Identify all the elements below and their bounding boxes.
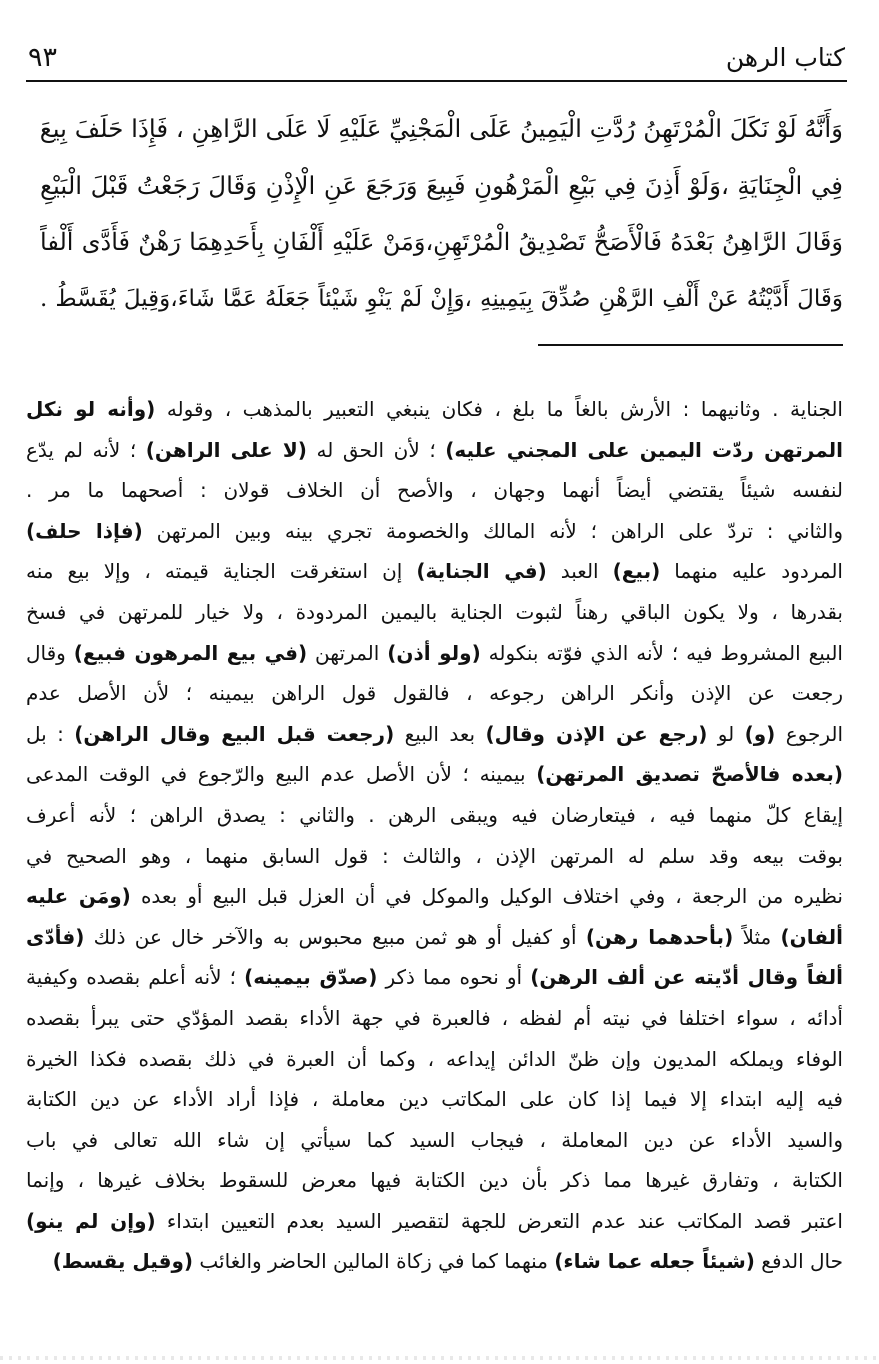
commentary-segment: بعد البيع: [394, 721, 486, 746]
commentary-segment: المردود عليه منهما: [660, 559, 843, 584]
commentary-segment: بوقت بيعه وقد سلم له المرتهن الإذن ، والثالث : قول السابق منهما ، وهو الصحيح في: [26, 843, 843, 868]
commentary-line: [26, 1079, 843, 1120]
commentary-line: [26, 754, 843, 795]
commentary-segment: رجعت عن الإذن وأنكر الراهن رجوعه ، فالقول قول الراهن بيمينه ؛ لأن الأصل عدم: [26, 681, 843, 706]
quoted-matn-segment: (لا على الراهن): [145, 437, 307, 462]
main-text-line: وَقَالَ أَدَّيْتُهُ عَنْ أَلْفِ الرَّهْنِ صُدِّقَ بِيَمِينِهِ ،وَإِنْ لَمْ يَنْوِ شَيْئاً جَعَلَهُ عَمَّا شَاءَ،وَقِيلَ يُقَسَّطُ .: [40, 286, 843, 312]
quoted-matn-segment: (بأحدهما رهن): [585, 924, 734, 949]
commentary-segment: لو: [707, 721, 745, 746]
commentary-segment: الرجوع: [775, 721, 843, 746]
quoted-matn-segment: (وأنه لو نكل: [26, 397, 156, 421]
commentary-line: [26, 876, 843, 917]
commentary-line: [26, 1160, 843, 1201]
commentary-segment: العبد: [546, 559, 613, 584]
quoted-matn-segment: (فأدّى: [26, 924, 85, 949]
commentary-segment: فيه إليه ابتداء إلا فيما إذا كان على المكاتب دين معاملة ، فإذا أراد الأداء عن دين الكتابة: [26, 1087, 843, 1112]
page-number: ٩٣: [28, 42, 58, 73]
quoted-matn-segment: (فإذا حلف): [26, 518, 143, 543]
quoted-matn-segment: ألفاً وقال أدّيته عن ألف الرهن): [530, 965, 843, 990]
main-text-line: فِي الْجِنَايَةِ ،وَلَوْ أَذِنَ فِي بَيْعِ الْمَرْهُونِ فَبِيعَ وَرَجَعَ عَنِ الْإِذْنِ وَقَالَ رَجَعْتُ قَبْلَ الْبَيْعِ: [40, 171, 843, 200]
quoted-matn-segment: (وقيل يقسط): [52, 1249, 194, 1274]
commentary-segment: أو كفيل أو هو ثمن مبيع محبوس به والآخر خال عن ذلك: [84, 924, 586, 949]
commentary-line: [26, 470, 843, 511]
text-separator-rule: [538, 344, 843, 346]
commentary-segment: الجناية . وثانيهما : الأرش بالغاً ما بلغ ، فكان ينبغي التعبير بالمذهب ، وقوله: [155, 397, 843, 421]
main-text: [40, 100, 843, 328]
commentary-line: [26, 957, 843, 998]
commentary-segment: اعتبر قصد المكاتب عند عدم التعرض للجهة لتقصير السيد بعدم التعيين ابتداء: [155, 1208, 843, 1233]
commentary-line: [26, 511, 843, 552]
quoted-matn-segment: (بعده فالأصحّ تصديق المرتهن): [536, 762, 843, 787]
commentary-line: [26, 1120, 843, 1161]
commentary-segment: بقدرها ، ولا يكون الباقي رهناً لثبوت الجناية باليمين المردودة ، ولا خيار للمرتهن في فسخ: [26, 599, 843, 624]
commentary-line: [26, 551, 843, 592]
commentary-line: [26, 795, 843, 836]
commentary-segment: لنفسه شيئاً يقتضي أيضاً أنهما وجهان ، والأصح أن الخلاف قولان : أصحهما ما مر .: [26, 478, 843, 503]
commentary-segment: أدائه ، سواء اختلفا في نيته أم لفظه ، فالعبرة في جهة الأداء بقصد المؤدّي حتى يبرأ بقصده: [26, 1005, 843, 1030]
quoted-matn-segment: (ومَن عليه: [26, 884, 131, 909]
commentary-segment: والسيد الأداء عن دين المعاملة ، فيجاب السيد كما سيأتي إن شاء الله تعالى في باب: [26, 1127, 843, 1152]
commentary-segment: ؛ لأنه أعلم بقصده وكيفية: [26, 965, 245, 990]
commentary-line: [26, 430, 843, 471]
commentary-segment: نظيره من الرجعة ، وفي اختلاف الوكيل والموكل في أن العزل قبل البيع أو بعده: [130, 884, 843, 909]
quoted-matn-segment: (في بيع المرهون فبيع): [73, 640, 308, 665]
commentary-line: [26, 1039, 843, 1080]
commentary-segment: إن استغرقت الجناية قيمته ، وإلا بيع منه: [26, 559, 417, 584]
commentary-line: [26, 1241, 843, 1282]
main-text-line: وَقَالَ الرَّاهِنُ بَعْدَهُ فَالْأَصَحُّ تَصْدِيقُ الْمُرْتَهِنِ،وَمَنْ عَلَيْهِ أَلْفَانِ بِأَحَدِهِمَا رَهْنٌ فَأَدَّى أَلْفاً: [40, 228, 843, 256]
commentary-line: [26, 836, 843, 877]
commentary-line: [26, 389, 843, 430]
header-rule: [26, 80, 847, 82]
commentary-line: [26, 1201, 843, 1242]
commentary-segment: منهما كما في زكاة المالين الحاضر والغائب: [193, 1249, 555, 1274]
quoted-matn-segment: (ولو أذن): [387, 640, 481, 665]
commentary-line: [26, 592, 843, 633]
quoted-matn-segment: (في الجناية): [416, 559, 547, 584]
quoted-matn-segment: (شيئاً جعله عما شاء): [554, 1249, 755, 1274]
quoted-matn-segment: (رجعت قبل البيع وقال الراهن): [74, 721, 395, 746]
commentary-segment: مثلاً: [733, 924, 781, 949]
scan-edge: [0, 1356, 879, 1360]
commentary-segment: ؛ لأنه لم يدّع: [26, 437, 146, 462]
commentary-line: [26, 633, 843, 674]
quoted-matn-segment: (وإن لم ينو): [26, 1208, 156, 1233]
commentary-segment: والثاني : تردّ على الراهن ؛ لأنه المالك والخصومة تجري بينه وبين المرتهن: [142, 518, 843, 543]
quoted-matn-segment: المرتهن ردّت اليمين على المجني عليه): [445, 437, 843, 462]
quoted-matn-segment: (رجع عن الإذن وقال): [485, 721, 708, 746]
commentary-line: [26, 714, 843, 755]
main-text-line: وَأَنَّهُ لَوْ نَكَلَ الْمُرْتَهِنُ رُدَّتِ الْيَمِينُ عَلَى الْمَجْنِيِّ عَلَيْهِ لَا عَلَى الرَّاهِنِ ، فَإِذَا حَلَفَ بِيعَ: [40, 114, 843, 143]
commentary-segment: المرتهن: [307, 640, 388, 665]
quoted-matn-segment: (بيع): [612, 559, 661, 584]
commentary-line: [26, 673, 843, 714]
commentary-line: [26, 917, 843, 958]
commentary-text: [26, 389, 843, 1282]
quoted-matn-segment: (صدّق بيمينه): [244, 965, 378, 990]
commentary-segment: بيمينه ؛ لأن الأصل عدم البيع والرّجوع في الوقت المدعى: [26, 762, 537, 787]
commentary-segment: إيقاع كلّ منهما فيه ، فيتعارضان فيه ويبقى الرهن . والثاني : يصدق الراهن ؛ لأنه أعرف: [26, 802, 843, 827]
commentary-segment: الكتابة ، وتفارق غيرها مما ذكر بأن دين الكتابة فيها معرض للسقوط بخلاف غيرها ، وإنما: [26, 1168, 843, 1193]
quoted-matn-segment: (و): [744, 721, 776, 746]
running-title: كتاب الرهن: [725, 43, 845, 72]
commentary-line: [26, 998, 843, 1039]
quoted-matn-segment: ألفان): [780, 924, 843, 949]
commentary-segment: البيع المشروط فيه ؛ لأنه الذي فوّته بنكوله: [480, 640, 843, 665]
commentary-segment: أو نحوه مما ذكر: [377, 965, 531, 990]
commentary-segment: الوفاء ويملكه المديون وإن ظنّ الدائن إيداعه ، وكما أن العبرة في ذلك بقصده فكذا الخيرة: [26, 1046, 843, 1071]
commentary-segment: : بل: [26, 721, 75, 746]
page-header: [28, 30, 845, 78]
commentary-segment: ؛ لأن الحق له: [306, 437, 446, 462]
commentary-segment: وقال: [26, 640, 74, 665]
commentary-segment: حال الدفع: [754, 1249, 843, 1274]
